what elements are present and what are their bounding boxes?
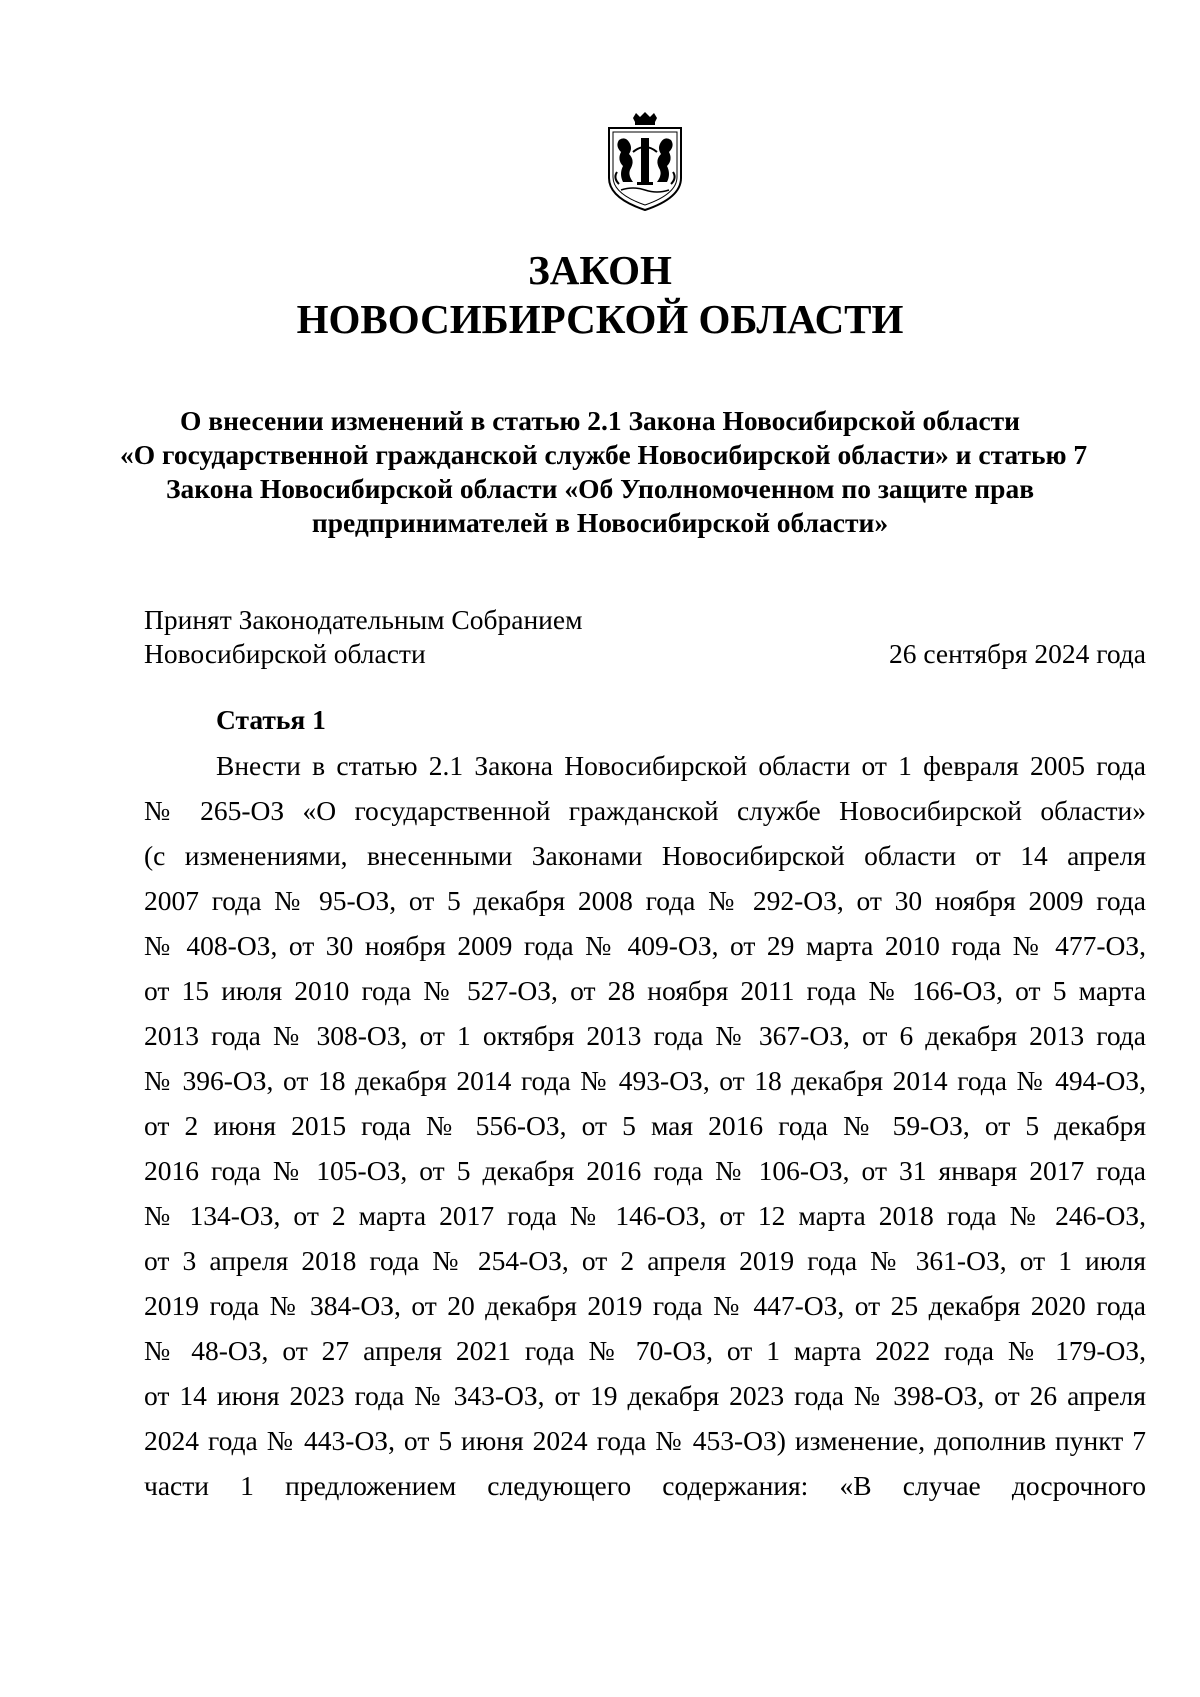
law-subject-line: Закона Новосибирской области «Об Уполномоченном по защите прав <box>165 473 1035 504</box>
article-text-line: (с изменениями, внесенными Законами Новосибирской области от 14 апреля <box>144 840 1146 871</box>
law-subject-line: «О государственной гражданской службе Новосибирской области» и статью 7 <box>120 439 1088 470</box>
article-text-line: 2019 года № 384-ОЗ, от 20 декабря 2019 года № 447-ОЗ, от 25 декабря 2020 года <box>144 1290 1146 1321</box>
article-text-line: 2024 года № 443-ОЗ, от 5 июня 2024 года № 453-ОЗ) изменение, дополнив пункт 7 <box>144 1425 1146 1456</box>
coat-of-arms-icon <box>603 112 687 212</box>
adopted-by-line: Принят Законодательным Собранием <box>144 604 583 635</box>
article-text-line: Внести в статью 2.1 Закона Новосибирской области от 1 февраля 2005 года <box>216 750 1146 781</box>
law-subject-line: предпринимателей в Новосибирской области» <box>311 507 889 538</box>
article-text-line: от 14 июня 2023 года № 343-ОЗ, от 19 декабря 2023 года № 398-ОЗ, от 26 апреля <box>144 1380 1146 1411</box>
article-text-line: № 48-ОЗ, от 27 апреля 2021 года № 70-ОЗ, от 1 марта 2022 года № 179-ОЗ, <box>144 1335 1146 1366</box>
article-text-line: № 265-ОЗ «О государственной гражданской службе Новосибирской области» <box>144 795 1146 826</box>
article-text-line: № 134-ОЗ, от 2 марта 2017 года № 146-ОЗ, от 12 марта 2018 года № 246-ОЗ, <box>144 1200 1146 1231</box>
adopted-by-region-line: Новосибирской области <box>144 638 426 669</box>
law-region-title: НОВОСИБИРСКОЙ ОБЛАСТИ <box>296 296 904 342</box>
law-subject <box>120 404 1088 540</box>
article-text-line: части 1 предложением следующего содержания: «В случае досрочного <box>144 1470 1146 1501</box>
article-text-line: № 408-ОЗ, от 30 ноября 2009 года № 409-ОЗ, от 29 марта 2010 года № 477-ОЗ, <box>144 930 1146 961</box>
article-text-line: от 15 июля 2010 года № 527-ОЗ, от 28 ноября 2011 года № 166-ОЗ, от 5 марта <box>144 975 1146 1006</box>
article-text-line: от 3 апреля 2018 года № 254-ОЗ, от 2 апреля 2019 года № 361-ОЗ, от 1 июля <box>144 1245 1146 1276</box>
article-text-line: от 2 июня 2015 года № 556-ОЗ, от 5 мая 2016 года № 59-ОЗ, от 5 декабря <box>144 1110 1146 1141</box>
article-heading: Статья 1 <box>216 704 326 735</box>
article-text-line: № 396-ОЗ, от 18 декабря 2014 года № 493-ОЗ, от 18 декабря 2014 года № 494-ОЗ, <box>144 1065 1146 1096</box>
article-text-line: 2013 года № 308-ОЗ, от 1 октября 2013 года № 367-ОЗ, от 6 декабря 2013 года <box>144 1020 1146 1051</box>
article-text-line: 2016 года № 105-ОЗ, от 5 декабря 2016 года № 106-ОЗ, от 31 января 2017 года <box>144 1155 1146 1186</box>
adoption-date: 26 сентября 2024 года <box>888 638 1146 669</box>
article-text-line: 2007 года № 95-ОЗ, от 5 декабря 2008 года № 292-ОЗ, от 30 ноября 2009 года <box>144 885 1146 916</box>
law-title: ЗАКОН <box>528 247 672 293</box>
law-subject-line: О внесении изменений в статью 2.1 Закона Новосибирской области <box>179 405 1021 436</box>
